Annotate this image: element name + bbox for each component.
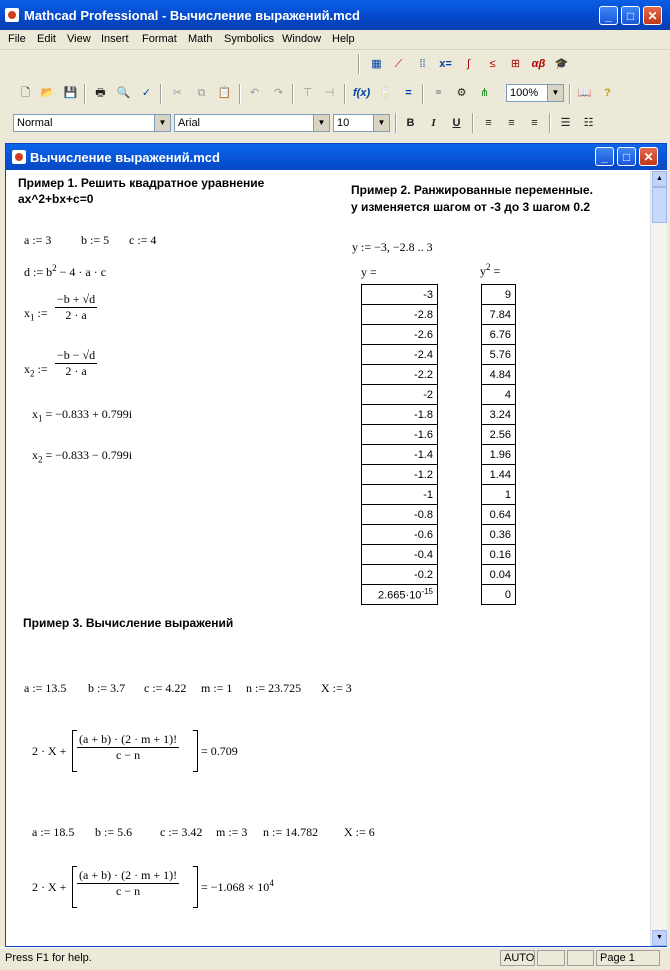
y2-table-cell: 7.84	[482, 305, 516, 325]
y-table-cell: -0.4	[362, 545, 438, 565]
align-right-icon[interactable]: ≡	[531, 117, 538, 129]
insert-hyperlink-icon[interactable]: ⚭	[433, 87, 444, 99]
matrix-icon[interactable]: ⁞⁞	[419, 58, 426, 70]
zoom-select[interactable]	[506, 84, 564, 102]
y-table-cell: -0.8	[362, 505, 438, 525]
chevron-down-icon: ▼	[373, 115, 389, 131]
set2-n[interactable]: n := 14.782	[263, 825, 319, 839]
menu-bar	[0, 30, 670, 50]
doc-maximize-button[interactable]: □	[617, 147, 636, 166]
status-cell-empty-2	[567, 950, 594, 966]
align-across-icon[interactable]: ⊤	[302, 87, 313, 99]
expr1-numerator: (a + b) · (2 · m + 1)!	[79, 732, 178, 746]
chevron-down-icon: ▼	[154, 115, 170, 131]
font-select[interactable]	[174, 114, 330, 132]
x2-result-subscript: 2	[38, 454, 43, 465]
programming-icon[interactable]: ⊞	[510, 58, 521, 70]
toolbar-separator	[422, 84, 424, 104]
y-table-cell: -3	[362, 285, 438, 305]
d-def-exponent: 2	[52, 263, 57, 273]
set1-c[interactable]: c := 4.22	[144, 681, 187, 695]
expr1-fraction[interactable]	[77, 732, 179, 763]
document-icon	[12, 150, 26, 164]
set1-a[interactable]: a := 13.5	[24, 681, 67, 695]
x2-assign: :=	[34, 362, 48, 376]
y2-table-cell: 1.44	[482, 465, 516, 485]
y2-table-cell: 0.64	[482, 505, 516, 525]
x1-result-subscript: 1	[38, 413, 43, 424]
x2-var: x	[24, 362, 30, 376]
align-down-icon[interactable]: ⊣	[324, 87, 335, 99]
undo-icon[interactable]: ↶	[249, 87, 260, 99]
set1-x[interactable]: X := 3	[321, 681, 352, 695]
ex1-subheading: ax^2+bx+c=0	[18, 192, 94, 206]
y-table-cell: -2.6	[362, 325, 438, 345]
x2-denominator: 2 · a	[65, 364, 87, 378]
cut-icon[interactable]: ✂	[172, 87, 183, 99]
menu-help[interactable]: Help	[332, 33, 355, 45]
toolbar-separator	[472, 113, 474, 133]
status-help-text: Press F1 for help.	[5, 952, 92, 964]
x2-result-var: x	[32, 448, 38, 462]
toolbar-separator	[549, 113, 551, 133]
numbering-icon[interactable]: ☷	[583, 117, 594, 129]
y2-label-base: y	[480, 264, 486, 278]
y2-table-cell: 0.16	[482, 545, 516, 565]
menu-format[interactable]: Format	[142, 33, 177, 45]
y-table-cell: -2.2	[362, 365, 438, 385]
y2-table-cell: 1.96	[482, 445, 516, 465]
maximize-button[interactable]: □	[621, 6, 640, 25]
y-table-cell: -2.4	[362, 345, 438, 365]
x2-subscript: 2	[30, 368, 35, 379]
scroll-down-arrow-icon[interactable]: ▼	[652, 930, 667, 946]
align-center-icon[interactable]: ≡	[508, 117, 515, 129]
toolbar-separator	[395, 113, 397, 133]
menu-edit[interactable]: Edit	[37, 33, 56, 45]
c-definition[interactable]: c := 4	[129, 233, 157, 247]
y-table-cell: -0.2	[362, 565, 438, 585]
x1-subscript: 1	[30, 312, 35, 323]
y-table-cell: -0.6	[362, 525, 438, 545]
y-table-cell: -1.2	[362, 465, 438, 485]
resource-center-icon[interactable]: ⋔	[479, 87, 490, 99]
evaluation-icon[interactable]: x=	[439, 58, 452, 70]
y2-table-cell: 4	[482, 385, 516, 405]
range-definition[interactable]: y := −3, −2.8 .. 3	[352, 240, 433, 254]
ex2-subheading: у изменяется шагом от -3 до 3 шагом 0.2	[351, 200, 591, 214]
d-definition[interactable]	[24, 263, 106, 280]
y-table-cell: -2.8	[362, 305, 438, 325]
vertical-scrollbar[interactable]	[650, 170, 667, 946]
expr2-numerator: (a + b) · (2 · m + 1)!	[79, 868, 178, 882]
y-table-cell: -1.6	[362, 425, 438, 445]
calculate-icon[interactable]: =	[405, 87, 412, 99]
toolbar-separator	[344, 84, 346, 104]
chevron-down-icon: ▼	[547, 85, 563, 101]
set2-x[interactable]: X := 6	[344, 825, 375, 839]
open-folder-icon[interactable]: 📂	[40, 87, 55, 99]
x1-fraction	[55, 292, 97, 323]
x2-result-value: = −0.833 − 0.799i	[42, 448, 133, 462]
style-value: Normal	[17, 117, 53, 129]
y-table-cell: -1	[362, 485, 438, 505]
menu-view[interactable]: View	[67, 33, 91, 45]
d-def-rhs: − 4 · a · c	[56, 265, 107, 279]
graph-icon[interactable]: ⟋	[394, 58, 403, 70]
b-definition[interactable]: b := 5	[81, 233, 110, 247]
toolbar-separator	[84, 84, 86, 104]
x1-assign: :=	[34, 306, 48, 320]
doc-minimize-button[interactable]: _	[595, 147, 614, 166]
expr1-right-bracket	[193, 730, 198, 772]
x1-numerator: −b + √d	[57, 292, 96, 306]
y-table-cell-exponent: -15	[421, 587, 433, 597]
x1-result-var: x	[32, 407, 38, 421]
y2-table-cell: 1	[482, 485, 516, 505]
expr2-denominator: c − n	[116, 884, 141, 898]
y2-table-cell: 0	[482, 585, 516, 605]
a-definition[interactable]: a := 3	[24, 233, 52, 247]
app-title: Mathcad Professional - Вычисление выражений.mcd	[24, 8, 360, 23]
set1-n[interactable]: n := 23.725	[246, 681, 302, 695]
y-table-label: y =	[361, 265, 377, 279]
y2-table-cell: 0.36	[482, 525, 516, 545]
y2-table-cell: 5.76	[482, 345, 516, 365]
toolbar-separator	[239, 84, 241, 104]
align-left-icon[interactable]: ≡	[485, 117, 492, 129]
italic-button[interactable]: I	[431, 117, 436, 129]
expr2-prefix: 2 · X +	[32, 880, 67, 894]
expr2-result	[201, 878, 274, 895]
insert-component-icon[interactable]: ⚙	[456, 87, 467, 99]
insert-function-icon[interactable]: f(x)	[353, 87, 371, 99]
status-bar	[0, 947, 670, 970]
font-size-select[interactable]	[333, 114, 390, 132]
font-value: Arial	[178, 117, 201, 129]
font-size-value: 10	[337, 117, 350, 129]
zoom-value: 100%	[510, 87, 539, 99]
doc-close-button[interactable]: ✕	[639, 147, 658, 166]
paste-icon[interactable]: 📋	[217, 87, 232, 99]
y-table-cell: -1.8	[362, 405, 438, 425]
toolbar-separator	[358, 54, 360, 74]
x2-fraction	[55, 348, 97, 379]
y2-label-exponent: 2	[486, 262, 491, 272]
menu-window[interactable]: Window	[282, 33, 322, 45]
mathcad-app-icon	[5, 8, 19, 22]
spell-check-icon[interactable]: ✓	[141, 87, 152, 99]
toolbar-separator	[569, 84, 571, 104]
bold-button[interactable]: B	[406, 117, 415, 129]
y-table-cell: -1.4	[362, 445, 438, 465]
standard-toolbar	[0, 80, 670, 108]
set1-m[interactable]: m := 1	[201, 681, 233, 695]
bullets-icon[interactable]: ☰	[560, 117, 571, 129]
expr2-result-value: = −1.068 × 10	[201, 880, 270, 894]
close-button[interactable]: ✕	[643, 6, 662, 25]
status-cell-empty-1	[537, 950, 565, 966]
chevron-down-icon: ▼	[313, 115, 329, 131]
document-title: Вычисление выражений.mcd	[30, 150, 220, 165]
menu-symbolics[interactable]: Symbolics	[224, 33, 275, 45]
y2-label-eq: =	[490, 264, 501, 278]
calculus-icon[interactable]: ∫	[466, 58, 470, 70]
y2-table-cell: 4.84	[482, 365, 516, 385]
worksheet[interactable]	[6, 170, 650, 946]
ex2-heading: Пример 2. Ранжированные переменные.	[351, 183, 593, 197]
print-preview-icon[interactable]: 🔍	[116, 87, 131, 99]
help-icon[interactable]: ?	[604, 87, 611, 99]
resource-icon[interactable]: 📖	[577, 87, 592, 99]
x1-denominator: 2 · a	[65, 308, 87, 322]
expr1-result: = 0.709	[201, 744, 238, 758]
toolbar-separator	[160, 84, 162, 104]
y2-table-cell: 0.04	[482, 565, 516, 585]
math-toolbar	[0, 50, 670, 79]
underline-button[interactable]: U	[452, 117, 461, 129]
set2-a[interactable]: a := 18.5	[32, 825, 75, 839]
copy-icon[interactable]: ⧉	[197, 87, 206, 99]
save-icon[interactable]: 💾	[63, 87, 78, 99]
minimize-button[interactable]: _	[599, 6, 618, 25]
ex1-heading: Пример 1. Решить квадратное уравнение	[18, 176, 265, 190]
formatting-toolbar	[0, 110, 670, 137]
boolean-icon[interactable]: ≤	[489, 58, 496, 70]
redo-icon[interactable]: ↷	[273, 87, 284, 99]
x2-result[interactable]	[32, 448, 132, 464]
symbolic-icon[interactable]: 🎓	[554, 58, 569, 70]
y2-table-cell: 3.24	[482, 405, 516, 425]
y2-table-label	[480, 262, 500, 279]
set2-c[interactable]: c := 3.42	[160, 825, 203, 839]
print-icon[interactable]: 🖶	[95, 87, 106, 99]
status-page: Page 1	[596, 950, 660, 966]
x2-label[interactable]	[24, 362, 48, 378]
new-document-icon[interactable]: 🗋	[21, 87, 30, 99]
expr1-prefix: 2 · X +	[32, 744, 67, 758]
expr1-denominator: c − n	[116, 748, 141, 762]
x1-result[interactable]	[32, 407, 132, 423]
menu-math[interactable]: Math	[188, 33, 213, 45]
expr2-fraction[interactable]	[77, 868, 179, 899]
toolbar-separator	[292, 84, 294, 104]
insert-unit-icon[interactable]: 🥛	[378, 87, 393, 99]
document-window	[5, 143, 667, 947]
calculator-icon[interactable]: ▦	[371, 58, 382, 70]
x1-label[interactable]	[24, 306, 48, 322]
set1-b[interactable]: b := 3.7	[88, 681, 126, 695]
menu-insert[interactable]: Insert	[101, 33, 129, 45]
menu-file[interactable]: File	[8, 33, 26, 45]
status-calc-mode: AUTO	[500, 950, 535, 966]
scroll-up-arrow-icon[interactable]: ▲	[652, 171, 667, 187]
y2-table-cell: 6.76	[482, 325, 516, 345]
x1-var: x	[24, 306, 30, 320]
d-def-lhs: d := b	[24, 265, 53, 279]
document-title-bar	[6, 144, 666, 170]
set2-b[interactable]: b := 5.6	[95, 825, 133, 839]
y2-table-cell: 9	[482, 285, 516, 305]
y2-result-table[interactable]	[481, 284, 516, 605]
app-title-bar	[0, 0, 670, 30]
y2-table-cell: 2.56	[482, 425, 516, 445]
x2-numerator: −b − √d	[57, 348, 96, 362]
ex3-heading: Пример 3. Вычисление выражений	[23, 616, 234, 630]
style-select[interactable]	[13, 114, 171, 132]
greek-icon[interactable]: αβ	[531, 58, 546, 70]
expr2-right-bracket	[193, 866, 198, 908]
scroll-thumb[interactable]	[652, 187, 667, 223]
y-table-cell: $2.665\cdot 10^{-15}$	[362, 585, 438, 605]
x1-result-value: = −0.833 + 0.799i	[42, 407, 133, 421]
set2-m[interactable]: m := 3	[216, 825, 248, 839]
y-result-table[interactable]	[361, 284, 438, 605]
y-table-cell: -2	[362, 385, 438, 405]
expr2-result-exponent: 4	[269, 878, 274, 888]
